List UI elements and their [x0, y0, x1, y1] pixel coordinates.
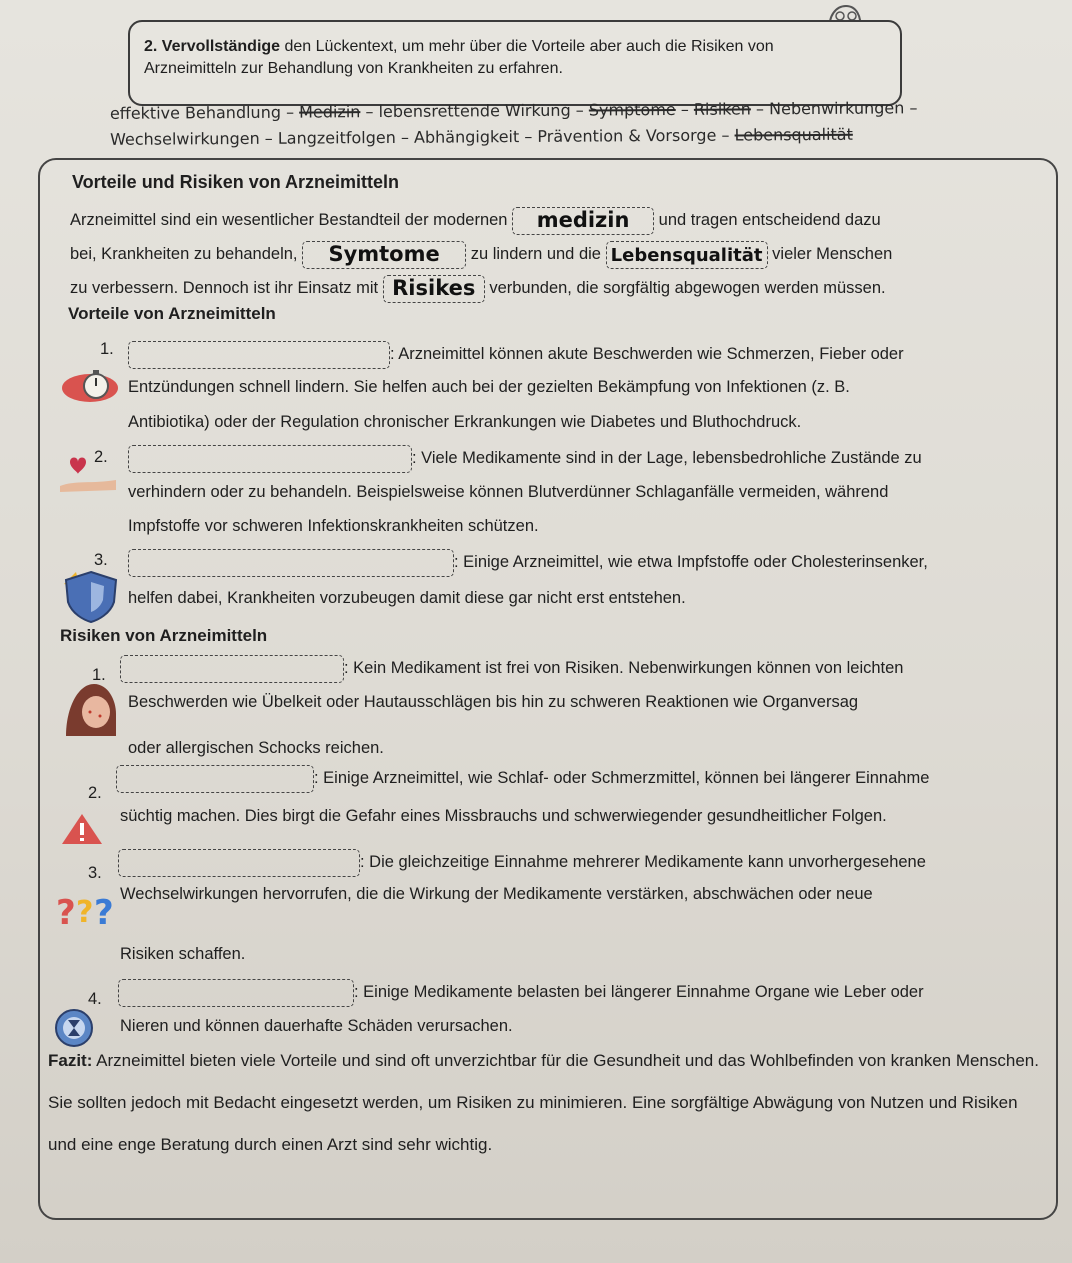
- vorteil-1-line-2: Entzündungen schnell lindern. Sie helfen auch bei der gezielten Bekämpfung von Infektionen (z. B.: [128, 378, 850, 396]
- fazit-label: Fazit:: [48, 1051, 93, 1070]
- fazit-paragraph: [48, 1040, 1043, 1166]
- intro-line-2: [70, 240, 892, 269]
- shield-icon: [58, 566, 124, 624]
- risiko-2-line-1: [116, 764, 929, 793]
- vorteil-2-text: : Viele Medikamente sind in der Lage, lebensbedrohliche Zustände zu: [412, 449, 922, 467]
- risiken-heading: Risiken von Arzneimitteln: [60, 626, 268, 645]
- vorteil-2-line-2: verhindern oder zu behandeln. Beispielsweise können Blutverdünner Schlaganfälle vermeiden, während: [128, 483, 889, 501]
- word-bank-used-word: Medizin: [299, 102, 361, 122]
- risiko-3-number: 3.: [88, 864, 102, 882]
- blank-intro-1[interactable]: [512, 207, 654, 235]
- word-bank-used-word: Lebensqualität: [734, 124, 853, 145]
- fazit-text: Arzneimittel bieten viele Vorteile und sind oft unverzichtbar für die Gesundheit und das Wohlbefinden von kranken Menschen. Sie sollten jedoch mit Bedacht eingesetzt werden, um Risiken zu minimieren. Eine sorgfältige Abwägung von Nutzen und Risiken und eine enge Beratung durch einen Arzt sind sehr wichtig.: [48, 1051, 1039, 1154]
- word-bank-part: –: [675, 99, 694, 119]
- sick-person-icon: [58, 678, 124, 738]
- risiko-3-line-3: Risiken schaffen.: [120, 945, 246, 963]
- heart-hand-icon: [56, 450, 122, 494]
- task-text: den Lückentext, um mehr über die Vorteile aber auch die Risiken von Arzneimitteln zur Behandlung von Krankheiten zu erfahren.: [144, 38, 774, 77]
- vorteil-3-text: : Einige Arzneimittel, wie etwa Impfstoffe oder Cholesterinsenker,: [454, 553, 928, 571]
- task-number: 2.: [144, 38, 158, 55]
- risiko-3-line-2: Wechselwirkungen hervorrufen, die die Wirkung der Medikamente verstärken, abschwächen oder neue: [120, 885, 873, 903]
- vorteil-3-number: 3.: [94, 551, 108, 569]
- intro-text: Arzneimittel sind ein wesentlicher Bestandteil der modernen: [70, 211, 508, 229]
- question-marks-icon: [54, 890, 120, 930]
- intro-line-1: [70, 206, 881, 235]
- intro-text: und tragen entscheidend dazu: [658, 211, 881, 229]
- svg-text:?: ?: [94, 893, 114, 930]
- vorteil-3-line-1: [128, 548, 928, 577]
- stopwatch-icon: [60, 364, 124, 404]
- word-bank: [110, 95, 940, 153]
- intro-text: vieler Menschen: [772, 245, 893, 263]
- vorteil-1-number: 1.: [100, 340, 114, 358]
- blank-risiko-3[interactable]: [118, 849, 360, 877]
- word-bank-part: effektive Behandlung –: [109, 102, 300, 123]
- word-bank-used-word: Risiken: [693, 99, 751, 119]
- word-bank-part: Wechselwirkungen – Langzeitfolgen – Abhängigkeit – Prävention & Vorsorge –: [110, 125, 735, 149]
- risiko-1-line-1: [120, 654, 903, 683]
- blank-risiko-1[interactable]: [120, 655, 344, 683]
- task-instruction: [144, 36, 864, 80]
- svg-text:?: ?: [76, 895, 94, 930]
- risiko-2-line-2: süchtig machen. Dies birgt die Gefahr eines Missbrauchs und schwerwiegender gesundheitlicher Folgen.: [120, 807, 887, 825]
- vorteil-2-line-3: Impfstoffe vor schweren Infektionskrankheiten schützen.: [128, 517, 539, 535]
- intro-text: verbunden, die sorgfältig abgewogen werden müssen.: [489, 279, 886, 297]
- blank-vorteil-1[interactable]: [128, 341, 390, 369]
- risiko-3-text: : Die gleichzeitige Einnahme mehrerer Medikamente kann unvorhergesehene: [360, 853, 926, 871]
- warning-icon: [60, 812, 104, 846]
- vorteil-2-line-1: [128, 444, 922, 473]
- svg-text:?: ?: [56, 893, 76, 930]
- risiko-1-text: : Kein Medikament ist frei von Risiken. Nebenwirkungen können von leichten: [344, 659, 904, 677]
- handwritten-answer: Risikes: [392, 275, 476, 300]
- risiko-2-text: : Einige Arzneimittel, wie Schlaf- oder Schmerzmittel, können bei längerer Einnahme: [314, 769, 930, 787]
- risiko-4-number: 4.: [88, 990, 102, 1008]
- blank-vorteil-2[interactable]: [128, 445, 412, 473]
- intro-text: zu verbessern. Dennoch ist ihr Einsatz mit: [70, 279, 379, 297]
- main-title: Vorteile und Risiken von Arzneimitteln: [72, 172, 400, 192]
- task-title: Vervollständige: [161, 38, 281, 55]
- intro-text: bei, Krankheiten zu behandeln,: [70, 245, 298, 263]
- risiko-4-line-2: Nieren und können dauerhafte Schäden verursachen.: [120, 1017, 513, 1035]
- vorteil-1-line-1: [128, 340, 904, 369]
- handwritten-answer: Symtome: [328, 241, 440, 266]
- blank-risiko-4[interactable]: [118, 979, 354, 1007]
- vorteile-heading: Vorteile von Arzneimitteln: [68, 304, 276, 323]
- blank-intro-3[interactable]: [606, 241, 768, 269]
- vorteil-1-text: : Arzneimittel können akute Beschwerden wie Schmerzen, Fieber oder: [390, 345, 904, 363]
- risiko-1-line-3: oder allergischen Schocks reichen.: [128, 739, 384, 757]
- risiko-3-line-1: [118, 848, 926, 877]
- word-bank-part: – Nebenwirkungen –: [750, 98, 918, 119]
- intro-text: zu lindern und die: [470, 245, 601, 263]
- intro-line-3: [70, 274, 886, 303]
- risiko-1-number: 1.: [92, 666, 106, 684]
- handwritten-answer: medizin: [536, 207, 630, 232]
- handwritten-answer: Lebensqualität: [610, 244, 763, 266]
- blank-intro-2[interactable]: [302, 241, 466, 269]
- risiko-4-text: : Einige Medikamente belasten bei längerer Einnahme Organe wie Leber oder: [354, 983, 924, 1001]
- risiko-4-line-1: [118, 978, 924, 1007]
- vorteil-3-line-2: helfen dabei, Krankheiten vorzubeugen damit diese gar nicht erst entstehen.: [128, 589, 686, 607]
- vorteil-1-line-3: Antibiotika) oder der Regulation chronischer Erkrankungen wie Diabetes und Bluthochdruck.: [128, 413, 802, 431]
- risiko-2-number: 2.: [88, 784, 102, 802]
- word-bank-used-word: Symptome: [588, 99, 676, 120]
- blank-vorteil-3[interactable]: [128, 549, 454, 577]
- risiko-1-line-2: Beschwerden wie Übelkeit oder Hautausschlägen bis hin zu schweren Reaktionen wie Organversag: [128, 693, 859, 711]
- blank-risiko-2[interactable]: [116, 765, 314, 793]
- word-bank-part: – lebensrettende Wirkung –: [360, 100, 589, 122]
- blank-intro-4[interactable]: [383, 275, 485, 303]
- vorteil-2-number: 2.: [94, 448, 108, 466]
